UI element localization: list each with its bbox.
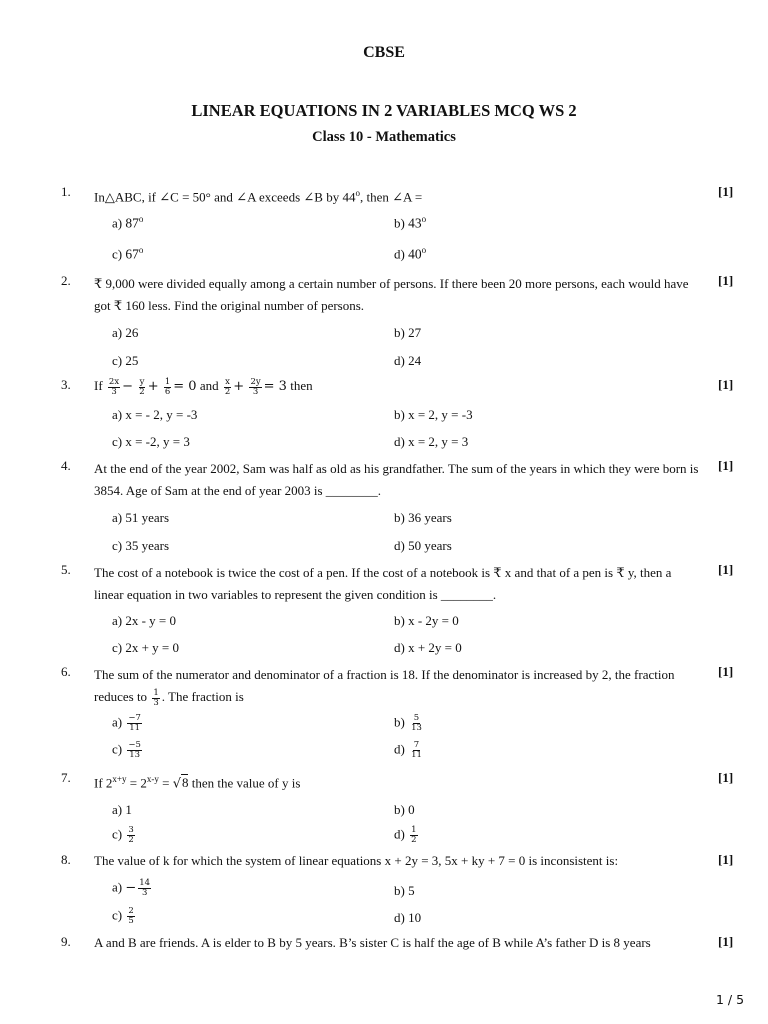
option-c[interactable]: c) $\frac{3}{2}$ xyxy=(112,825,134,845)
option-c[interactable]: c) 67$^o$ xyxy=(112,245,144,262)
option-d[interactable]: d) 40$^o$ xyxy=(394,245,427,262)
question-number: 3. xyxy=(61,377,71,392)
option-c[interactable]: c) 25 xyxy=(112,353,139,368)
option-d[interactable]: d) 24 xyxy=(394,353,422,368)
option-d[interactable]: d) $\frac{7}{11}$ xyxy=(394,740,422,760)
page-number: 1 / 5 xyxy=(716,992,745,1007)
option-b[interactable]: b) 36 years xyxy=(394,510,452,525)
worksheet-title: LINEAR EQUATIONS IN 2 VARIABLES MCQ WS 2 xyxy=(191,101,577,120)
question-text: ₹ 9,000 were divided equally among a certain number of persons. If there been 20 more persons, each would have got ₹ 160 less. Find the original number of persons. xyxy=(94,276,689,313)
question-text: If $\frac{2x}{3}$ − $\frac{y}{2}$ + $\frac{1}{6}$ = 0 and $\frac{x}{2}$ + $\frac{2y}{3}$ = 3 then xyxy=(94,376,313,397)
option-d[interactable]: d) 10 xyxy=(394,910,422,925)
marks-label: [1] xyxy=(718,852,734,867)
question-text: If $2^{x+y} = 2^{x-y} = √8$ then the value of y is xyxy=(94,774,301,792)
option-a[interactable]: a) 51 years xyxy=(112,510,170,525)
question-number: 6. xyxy=(61,664,71,679)
option-c[interactable]: c) 35 years xyxy=(112,538,170,553)
option-d[interactable]: d) x = 2, y = 3 xyxy=(394,434,469,449)
option-c[interactable]: c) x = -2, y = 3 xyxy=(112,434,190,449)
question-text: The cost of a notebook is twice the cost of a pen. If the cost of a notebook is ₹ x and that of a pen is ₹ y, then a linear equation in two variables to represent the given condition is ________. xyxy=(94,565,672,602)
question-text: In△ABC, if ∠C = 50° and ∠A exceeds ∠B by 44$^o$, then ∠A = xyxy=(94,188,423,206)
question-number: 2. xyxy=(61,273,71,288)
marks-label: [1] xyxy=(718,770,734,785)
marks-label: [1] xyxy=(718,664,734,679)
option-c[interactable]: c) 2x + y = 0 xyxy=(112,640,180,655)
marks-label: [1] xyxy=(718,458,734,473)
option-b[interactable]: b) x = 2, y = -3 xyxy=(394,407,473,422)
option-a[interactable]: a) − $\frac{14}{3}$ xyxy=(112,878,151,898)
option-a[interactable]: a) 26 xyxy=(112,325,139,340)
option-a[interactable]: a) 1 xyxy=(112,802,132,817)
option-b[interactable]: b) 27 xyxy=(394,325,422,340)
option-b[interactable]: b) x - 2y = 0 xyxy=(394,613,459,628)
option-c[interactable]: c) $\frac{2}{5}$ xyxy=(112,906,134,926)
question-number: 9. xyxy=(61,934,71,949)
marks-label: [1] xyxy=(718,184,734,199)
option-d[interactable]: d) $\frac{1}{2}$ xyxy=(394,825,417,845)
option-b[interactable]: b) 0 xyxy=(394,802,415,817)
worksheet-subtitle: Class 10 - Mathematics xyxy=(312,129,456,145)
option-d[interactable]: d) x + 2y = 0 xyxy=(394,640,462,655)
question-number: 4. xyxy=(61,458,71,473)
question-text: At the end of the year 2002, Sam was half as old as his grandfather. The sum of the years in which they were born is 3854. Age of Sam at the end of year 2003 is ________. xyxy=(94,461,699,498)
option-b[interactable]: b) 43$^o$ xyxy=(394,214,427,231)
question-number: 5. xyxy=(61,562,71,577)
option-a[interactable]: a) 2x - y = 0 xyxy=(112,613,177,628)
marks-label: [1] xyxy=(718,377,734,392)
question-text: A and B are friends. A is elder to B by 5 years. B’s sister C is half the age of B while A’s father D is 8 years xyxy=(94,935,651,950)
marks-label: [1] xyxy=(718,934,734,949)
marks-label: [1] xyxy=(718,562,734,577)
option-b[interactable]: b) $\frac{5}{13}$ xyxy=(394,713,422,733)
option-a[interactable]: a) $\frac{-7}{11}$ xyxy=(112,713,141,733)
board-heading: CBSE xyxy=(363,44,405,61)
question-text: The sum of the numerator and denominator of a fraction is 18. If the denominator is increased by 2, the fraction reduces to $\frac{1}{3}$ . The fraction is xyxy=(94,667,675,708)
marks-label: [1] xyxy=(718,273,734,288)
option-a[interactable]: a) 87$^o$ xyxy=(112,214,144,231)
option-d[interactable]: d) 50 years xyxy=(394,538,452,553)
question-number: 8. xyxy=(61,852,71,867)
option-c[interactable]: c) $\frac{-5}{13}$ xyxy=(112,740,141,760)
option-b[interactable]: b) 5 xyxy=(394,883,415,898)
question-number: 7. xyxy=(61,770,71,785)
question-text: The value of k for which the system of linear equations x + 2y = 3, 5x + ky + 7 = 0 is inconsistent is: xyxy=(94,853,619,868)
question-number: 1. xyxy=(61,184,71,199)
option-a[interactable]: a) x = - 2, y = -3 xyxy=(112,407,198,422)
